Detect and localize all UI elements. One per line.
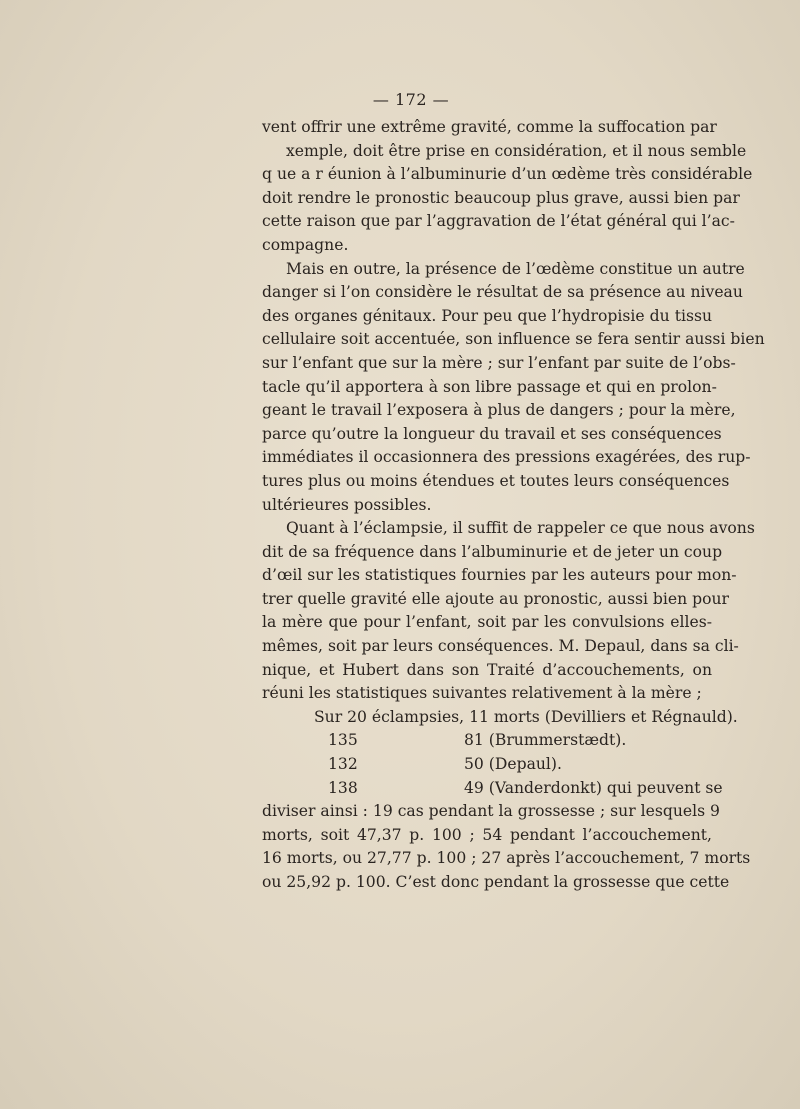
text-line: vent offrir une extrême gravité, comme la suffocation par	[262, 118, 717, 136]
page-number: — 172 —	[372, 90, 450, 109]
text-line: des organes génitaux. Pour peu que l’hydropisie du tissu	[262, 306, 712, 325]
text-line: doit rendre le pronostic beaucoup plus grave, aussi bien par	[262, 188, 740, 207]
text-line: cette raison que par l’aggravation de l’état général qui l’ac-	[262, 212, 735, 231]
text-line: mêmes, soit par leurs conséquences. M. Depaul, dans sa cli-	[262, 637, 739, 656]
text-line: q ue a r éunion à l’albuminurie d’un œdème très considérable	[262, 165, 753, 184]
statistics-line	[262, 777, 723, 801]
text-line: tacle qu’il apportera à son libre passage et qui en prolon-	[262, 377, 717, 396]
statistics-deaths: 50 (Depaul).	[464, 755, 562, 774]
statistics-cases: 138	[328, 778, 358, 797]
statistics-line	[262, 753, 712, 777]
text-line: dit de sa fréquence dans l’albuminurie et de jeter un coup	[262, 542, 723, 561]
text-line: xemple, doit être prise en considération, et il nous semble	[286, 141, 747, 160]
text-line: d’œil sur les statistiques fournies par les auteurs pour mon-	[262, 566, 737, 585]
text-line: compagne.	[262, 235, 349, 254]
text-line: diviser ainsi : 19 cas pendant la grossesse ; sur lesquels 9	[262, 802, 720, 821]
text-line: Quant à l’éclampsie, il suffit de rappeler ce que nous avons	[286, 519, 755, 538]
statistics-deaths: 81 (Brummerstædt).	[464, 731, 627, 750]
text-line: geant le travail l’exposera à plus de dangers ; pour la mère,	[262, 401, 736, 420]
body-text	[262, 116, 765, 895]
text-line: nique, et Hubert dans son Traité d’accouchements, on	[262, 660, 712, 679]
statistics-deaths: 49 (Vanderdonkt) qui peuvent se	[464, 778, 723, 797]
text-line: trer quelle gravité elle ajoute au pronostic, aussi bien pour	[262, 589, 729, 608]
statistics-cases: 132	[328, 755, 358, 774]
text-line: danger si l’on considère le résultat de sa présence au niveau	[262, 283, 743, 302]
text-line: sur l’enfant que sur la mère ; sur l’enfant par suite de l’obs-	[262, 353, 736, 372]
text-line: la mère que pour l’enfant, soit par les convulsions elles-	[262, 613, 712, 632]
text-line: parce qu’outre la longueur du travail et ses conséquences	[262, 424, 722, 443]
text-line: cellulaire soit accentuée, son influence se fera sentir aussi bien	[262, 330, 765, 349]
statistics-cases: 135	[328, 731, 358, 750]
statistics-line	[262, 729, 712, 753]
text-line: Mais en outre, la présence de l’œdème constitue un autre	[286, 259, 745, 278]
text-line: 16 morts, ou 27,77 p. 100 ; 27 après l’accouchement, 7 morts	[262, 849, 751, 868]
text-line: ultérieures possibles.	[262, 495, 432, 514]
text-line: morts, soit 47,37 p. 100 ; 54 pendant l’accouchement,	[262, 825, 712, 844]
statistics-line: Sur 20 éclampsies, 11 morts (Devilliers et Régnauld).	[314, 707, 738, 726]
text-line: immédiates il occasionnera des pressions exagérées, des rup-	[262, 448, 751, 467]
text-line: ou 25,92 p. 100. C’est donc pendant la grossesse que cette	[262, 873, 730, 891]
text-line: réuni les statistiques suivantes relativement à la mère ;	[262, 684, 702, 703]
text-line: tures plus ou moins étendues et toutes leurs conséquences	[262, 471, 730, 490]
